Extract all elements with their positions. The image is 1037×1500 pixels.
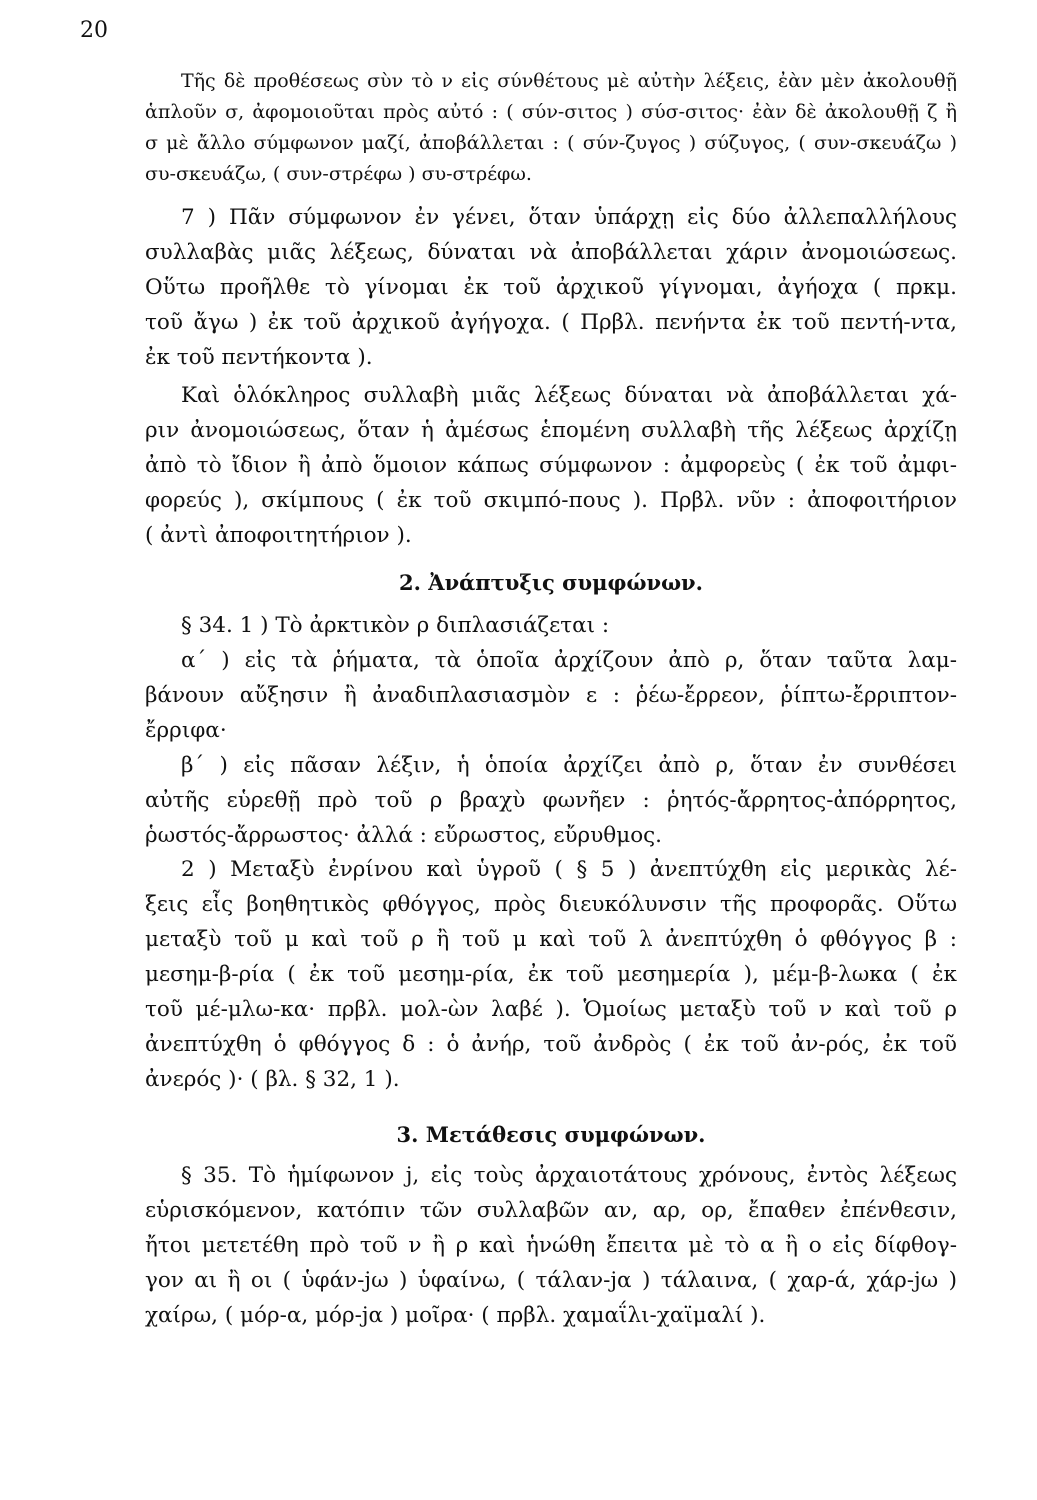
- text-line: εὑρισκόμενον, κατόπιν τῶν συλλαβῶν αν, αρ, ορ, ἔπαθεν ἐπένθεσιν,: [145, 1198, 957, 1223]
- text-line: α΄ ) εἰς τὰ ῥήματα, τὰ ὁποῖα ἀρχίζουν ἀπὸ ρ, ὅταν ταῦτα λαμ-: [181, 648, 957, 673]
- paragraph-syllable-loss: [145, 378, 957, 553]
- section-heading-2: 2. Ἀνάπτυξις συμφώνων.: [399, 570, 703, 595]
- text-line: αὐτῆς εὑρεθῇ πρὸ τοῦ ρ βραχὺ φωνῆεν : ῥητός-ἄρρητος-ἀπόρρητος,: [145, 788, 957, 813]
- text-line: ξεις εἷς βοηθητικὸς φθόγγος, πρὸς διευκόλυνσιν τῆς προφορᾶς. Οὕτω: [145, 892, 957, 917]
- paragraph-consonant-development: [145, 852, 957, 1097]
- text-line: 7 ) Πᾶν σύμφωνον ἐν γένει, ὅταν ὑπάρχῃ εἰς δύο ἀλλεπαλλήλους: [181, 205, 957, 230]
- paragraph-section-35: [145, 1158, 957, 1333]
- text-line: β΄ ) εἰς πᾶσαν λέξιν, ἡ ὁποία ἀρχίζει ἀπὸ ρ, ὅταν ἐν συνθέσει: [181, 753, 957, 778]
- text-line: σ μὲ ἄλλο σύμφωνον μαζί, ἀποβάλλεται : ( σύν-ζυγος ) σύζυγος, ( συν-σκευάζω ): [145, 132, 957, 154]
- text-line: Τῆς δὲ προθέσεως σὺν τὸ ν εἰς σύνθέτους μὲ αὐτὴν λέξεις, ἐὰν μὲν ἀκολουθῇ: [181, 70, 957, 92]
- text-line: μεσημ-β-ρία ( ἐκ τοῦ μεσημ-ρία, ἐκ τοῦ μεσημερία ), μέμ-β-λωκα ( ἐκ: [145, 962, 957, 987]
- text-line: ριν ἀνομοιώσεως, ὅταν ἡ ἀμέσως ἑπομένη συλλαβὴ τῆς λέξεως ἀρχίζῃ: [145, 418, 957, 443]
- text-line: τοῦ ἄγω ) ἐκ τοῦ ἀρχικοῦ ἀγήγοχα. ( Πρβλ. πενήντα ἐκ τοῦ πεντή-ντα,: [145, 310, 957, 335]
- text-line: βάνουν αὔξησιν ἢ ἀναδιπλασιασμὸν ε : ῥέω-ἔρρεον, ῥίπτω-ἔρριπτον-: [145, 683, 957, 708]
- paragraph-dissimilation: [145, 200, 957, 375]
- page-number: 20: [80, 18, 108, 43]
- text-line: συλλαβὰς μιᾶς λέξεως, δύναται νὰ ἀποβάλλεται χάριν ἀνομοιώσεως.: [145, 240, 957, 265]
- text-line: γον αι ἢ οι ( ὑφάν-jω ) ὑφαίνω, ( τάλαν-jα ) τάλαινα, ( χαρ-ά, χάρ-jω ): [145, 1268, 957, 1293]
- paragraph-section-34: [145, 608, 957, 853]
- section-heading-3: 3. Μετάθεσις συμφώνων.: [396, 1122, 706, 1147]
- text-line: συ-σκευάζω, ( συν-στρέφω ) συ-στρέφω.: [145, 163, 532, 185]
- text-line: ἀπὸ τὸ ἴδιον ἢ ἀπὸ ὅμοιον κάπως σύμφωνον : ἀμφορεὺς ( ἐκ τοῦ ἀμφι-: [145, 453, 957, 478]
- text-line: ( ἀντὶ ἀποφοιτητήριον ).: [145, 523, 412, 548]
- text-line: ἔρριφα·: [145, 718, 227, 743]
- paragraph-prefix-syn: [145, 66, 957, 190]
- text-line: ἁπλοῦν σ, ἀφομοιοῦται πρὸς αὐτό : ( σύν-σιτος ) σύσ-σιτος· ἐὰν δὲ ἀκολουθῇ ζ ἢ: [145, 101, 957, 123]
- text-line: § 34. 1 ) Τὸ ἀρκτικὸν ρ διπλασιάζεται :: [181, 613, 610, 638]
- text-line: Καὶ ὁλόκληρος συλλαβὴ μιᾶς λέξεως δύναται νὰ ἀποβάλλεται χά-: [181, 383, 957, 408]
- text-line: Οὕτω προῆλθε τὸ γίνομαι ἐκ τοῦ ἀρχικοῦ γίγνομαι, ἀγήοχα ( πρκμ.: [145, 275, 957, 300]
- text-line: ἀνεπτύχθη ὁ φθόγγος δ : ὁ ἀνήρ, τοῦ ἀνδρὸς ( ἐκ τοῦ ἀν-ρός, ἐκ τοῦ: [145, 1032, 957, 1057]
- text-line: § 35. Τὸ ἡμίφωνον j, εἰς τοὺς ἀρχαιοτάτους χρόνους, ἐντὸς λέξεως: [181, 1163, 957, 1188]
- text-line: ῥωστός-ἄρρωστος· ἀλλά : εὔρωστος, εὔρυθμος.: [145, 823, 663, 848]
- text-line: ἀνερός )· ( βλ. § 32, 1 ).: [145, 1067, 400, 1092]
- text-line: 2 ) Μεταξὺ ἐνρίνου καὶ ὑγροῦ ( § 5 ) ἀνεπτύχθη εἰς μερικὰς λέ-: [181, 857, 957, 882]
- text-line: ἐκ τοῦ πεντήκοντα ).: [145, 345, 373, 370]
- text-line: μεταξὺ τοῦ μ καὶ τοῦ ρ ἢ τοῦ μ καὶ τοῦ λ ἀνεπτύχθη ὁ φθόγγος β :: [145, 927, 957, 952]
- text-line: ἤτοι μετετέθη πρὸ τοῦ ν ἢ ρ καὶ ἡνώθη ἔπειτα μὲ τὸ α ἢ ο εἰς δίφθογ-: [145, 1233, 957, 1258]
- text-line: τοῦ μέ-μλω-κα· πρβλ. μολ-ὼν λαβέ ). Ὁμοίως μεταξὺ τοῦ ν καὶ τοῦ ρ: [145, 997, 957, 1022]
- text-line: φορεύς ), σκίμπους ( ἐκ τοῦ σκιμπό-πους ). Πρβλ. νῦν : ἀποφοιτήριον: [145, 488, 957, 513]
- text-line: χαίρω, ( μόρ-α, μόρ-jα ) μοῖρα· ( πρβλ. χαμαΐλι-χαϊμαλί ).: [145, 1303, 766, 1328]
